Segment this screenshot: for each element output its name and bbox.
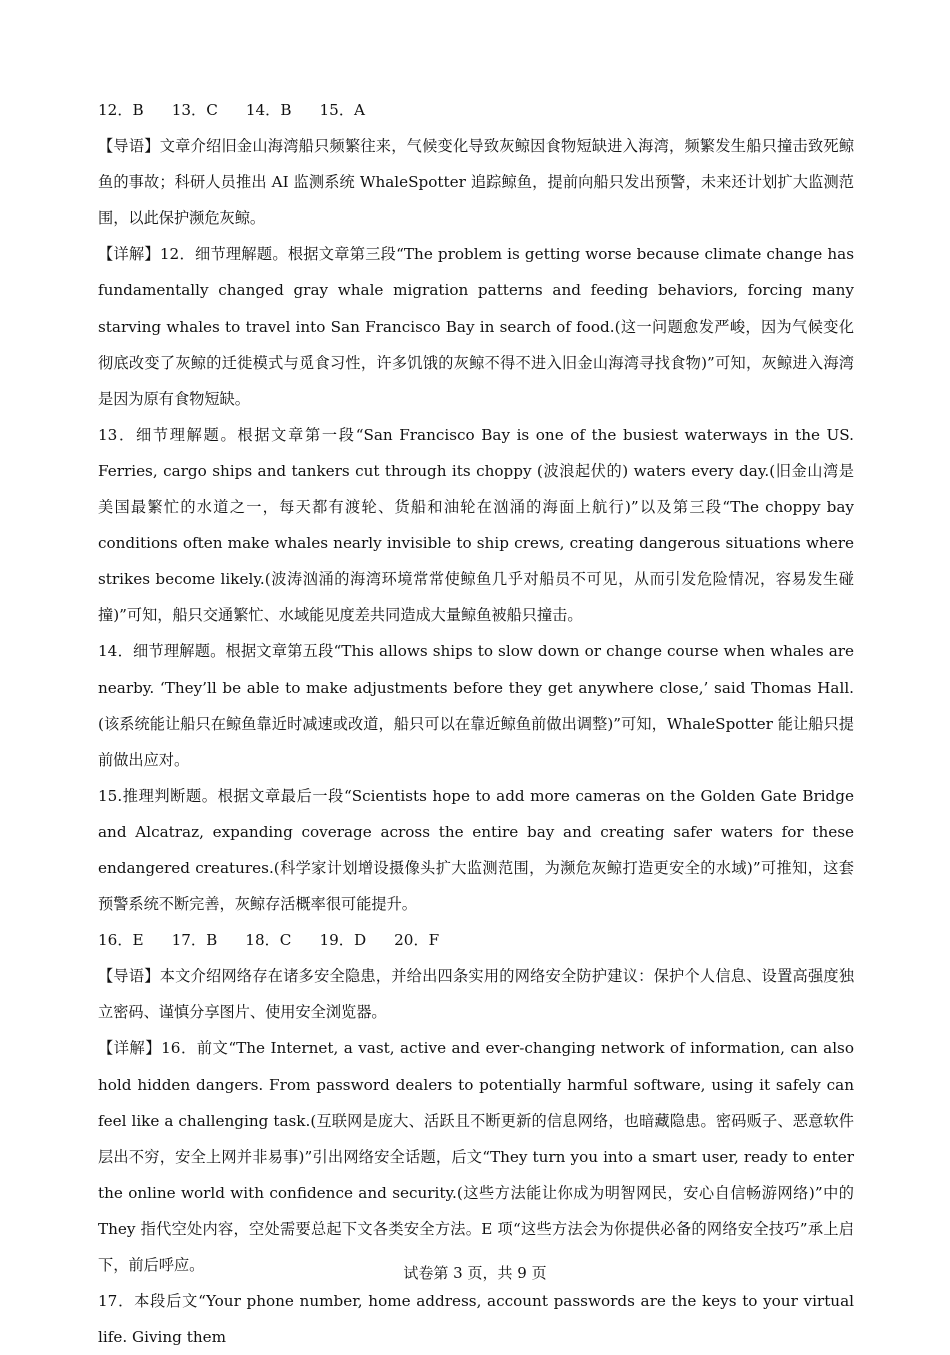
guide-paragraph-2: 【导语】本文介绍网络存在诸多安全隐患，并给出四条实用的网络安全防护建议：保护个人信息、设置高强度独立密码、谨慎分享图片、使用安全浏览器。 (98, 967, 854, 1022)
answer-14: 14．B (245, 101, 292, 119)
detail-12: 【详解】12．细节理解题。根据文章第三段“The problem is getting worse because climate change has fundamentally changed gray whale migration patterns and feeding behaviors, forcing many starving whales to travel into San Francisco Bay in search of food.(这一问题愈发严峻，因为气候变化彻底改变了灰鲸的迁徙模式与觅食习性，许多饥饿的灰鲸不得不进入旧金山海湾寻找食物)”可知，灰鲸进入海湾是因为原有食物短缺。 (98, 245, 854, 408)
answer-13: 13．C (171, 101, 218, 119)
detail-13: 13．细节理解题。根据文章第一段“San Francisco Bay is one of the busiest waterways in the US. Ferries, cargo ships and tankers cut through its choppy (波浪起伏的) waters every day.(旧金山湾是美国最繁忙的水道之一，每天都有渡轮、货船和油轮在汹涌的海面上航行)”以及第三段“The choppy bay conditions often make whales nearly invisible to ship crews, creating dangerous situations where strikes become likely.(波涛汹涌的海湾环境常常使鲸鱼几乎对船员不可见，从而引发危险情况，容易发生碰撞)”可知，船只交通繁忙、水域能见度差共同造成大量鲸鱼被船只撞击。 (98, 425, 854, 625)
answer-20: 20．F (394, 931, 440, 950)
detail-16: 【详解】16．前文“The Internet, a vast, active and ever-changing network of information, can also hold hidden dangers. From password dealers to potentially harmful software, using it safely can feel like a challenging task.(互联网是庞大、活跃且不断更新的信息网络，也暗藏隐患。密码贩子、恶意软件层出不穷，安全上网并非易事)”引出网络安全话题，后文“They turn you into a smart user, ready to enter the online world with confidence and security.(这些方法能让你成为明智网民，安心自信畅游网络)”中的 They 指代空处内容，空处需要总起下文各类安全方法。E 项“这些方法会为你提供必备的网络安全技巧”承上启下，前后呼应。 (98, 1039, 854, 1274)
answer-row-16-20 (98, 922, 854, 958)
detail-17: 17．本段后文“Your phone number, home address, account passwords are the keys to your virtual life. Giving them (98, 1292, 854, 1347)
answer-16: 16．E (98, 931, 144, 950)
answer-12: 12．B (98, 101, 144, 119)
page-footer: 试卷第 3 页，共 9 页 (403, 1264, 547, 1282)
answer-15: 15．A (319, 101, 365, 119)
detail-14: 14．细节理解题。根据文章第五段“This allows ships to slow down or change course when whales are nearby. ‘They’ll be able to make adjustments before they get anywhere close,’ said Thomas Hall.(该系统能让船只在鲸鱼靠近时减速或改道，船只可以在靠近鲸鱼前做出调整)”可知，WhaleSpotter 能让船只提前做出应对。 (98, 642, 854, 769)
answer-18: 18．C (245, 931, 292, 950)
guide-paragraph-1: 【导语】文章介绍旧金山海湾船只频繁往来，气候变化导致灰鲸因食物短缺进入海湾，频繁发生船只撞击致死鲸鱼的事故；科研人员推出 AI 监测系统 WhaleSpotter 追踪鲸鱼，提前向船只发出预警，未来还计划扩大监测范围，以此保护濒危灰鲸。 (98, 137, 854, 228)
answer-content (98, 92, 854, 1355)
answer-19: 19．D (319, 931, 367, 950)
answer-17: 17．B (171, 931, 218, 950)
detail-15: 15.推理判断题。根据文章最后一段“Scientists hope to add more cameras on the Golden Gate Bridge and Alcatraz, expanding coverage across the entire bay and creating safer waters for these endangered creatures.(科学家计划增设摄像头扩大监测范围，为濒危灰鲸打造更安全的水域)”可推知，这套预警系统不断完善，灰鲸存活概率很可能提升。 (98, 786, 854, 914)
answer-row-12-15 (98, 92, 854, 128)
